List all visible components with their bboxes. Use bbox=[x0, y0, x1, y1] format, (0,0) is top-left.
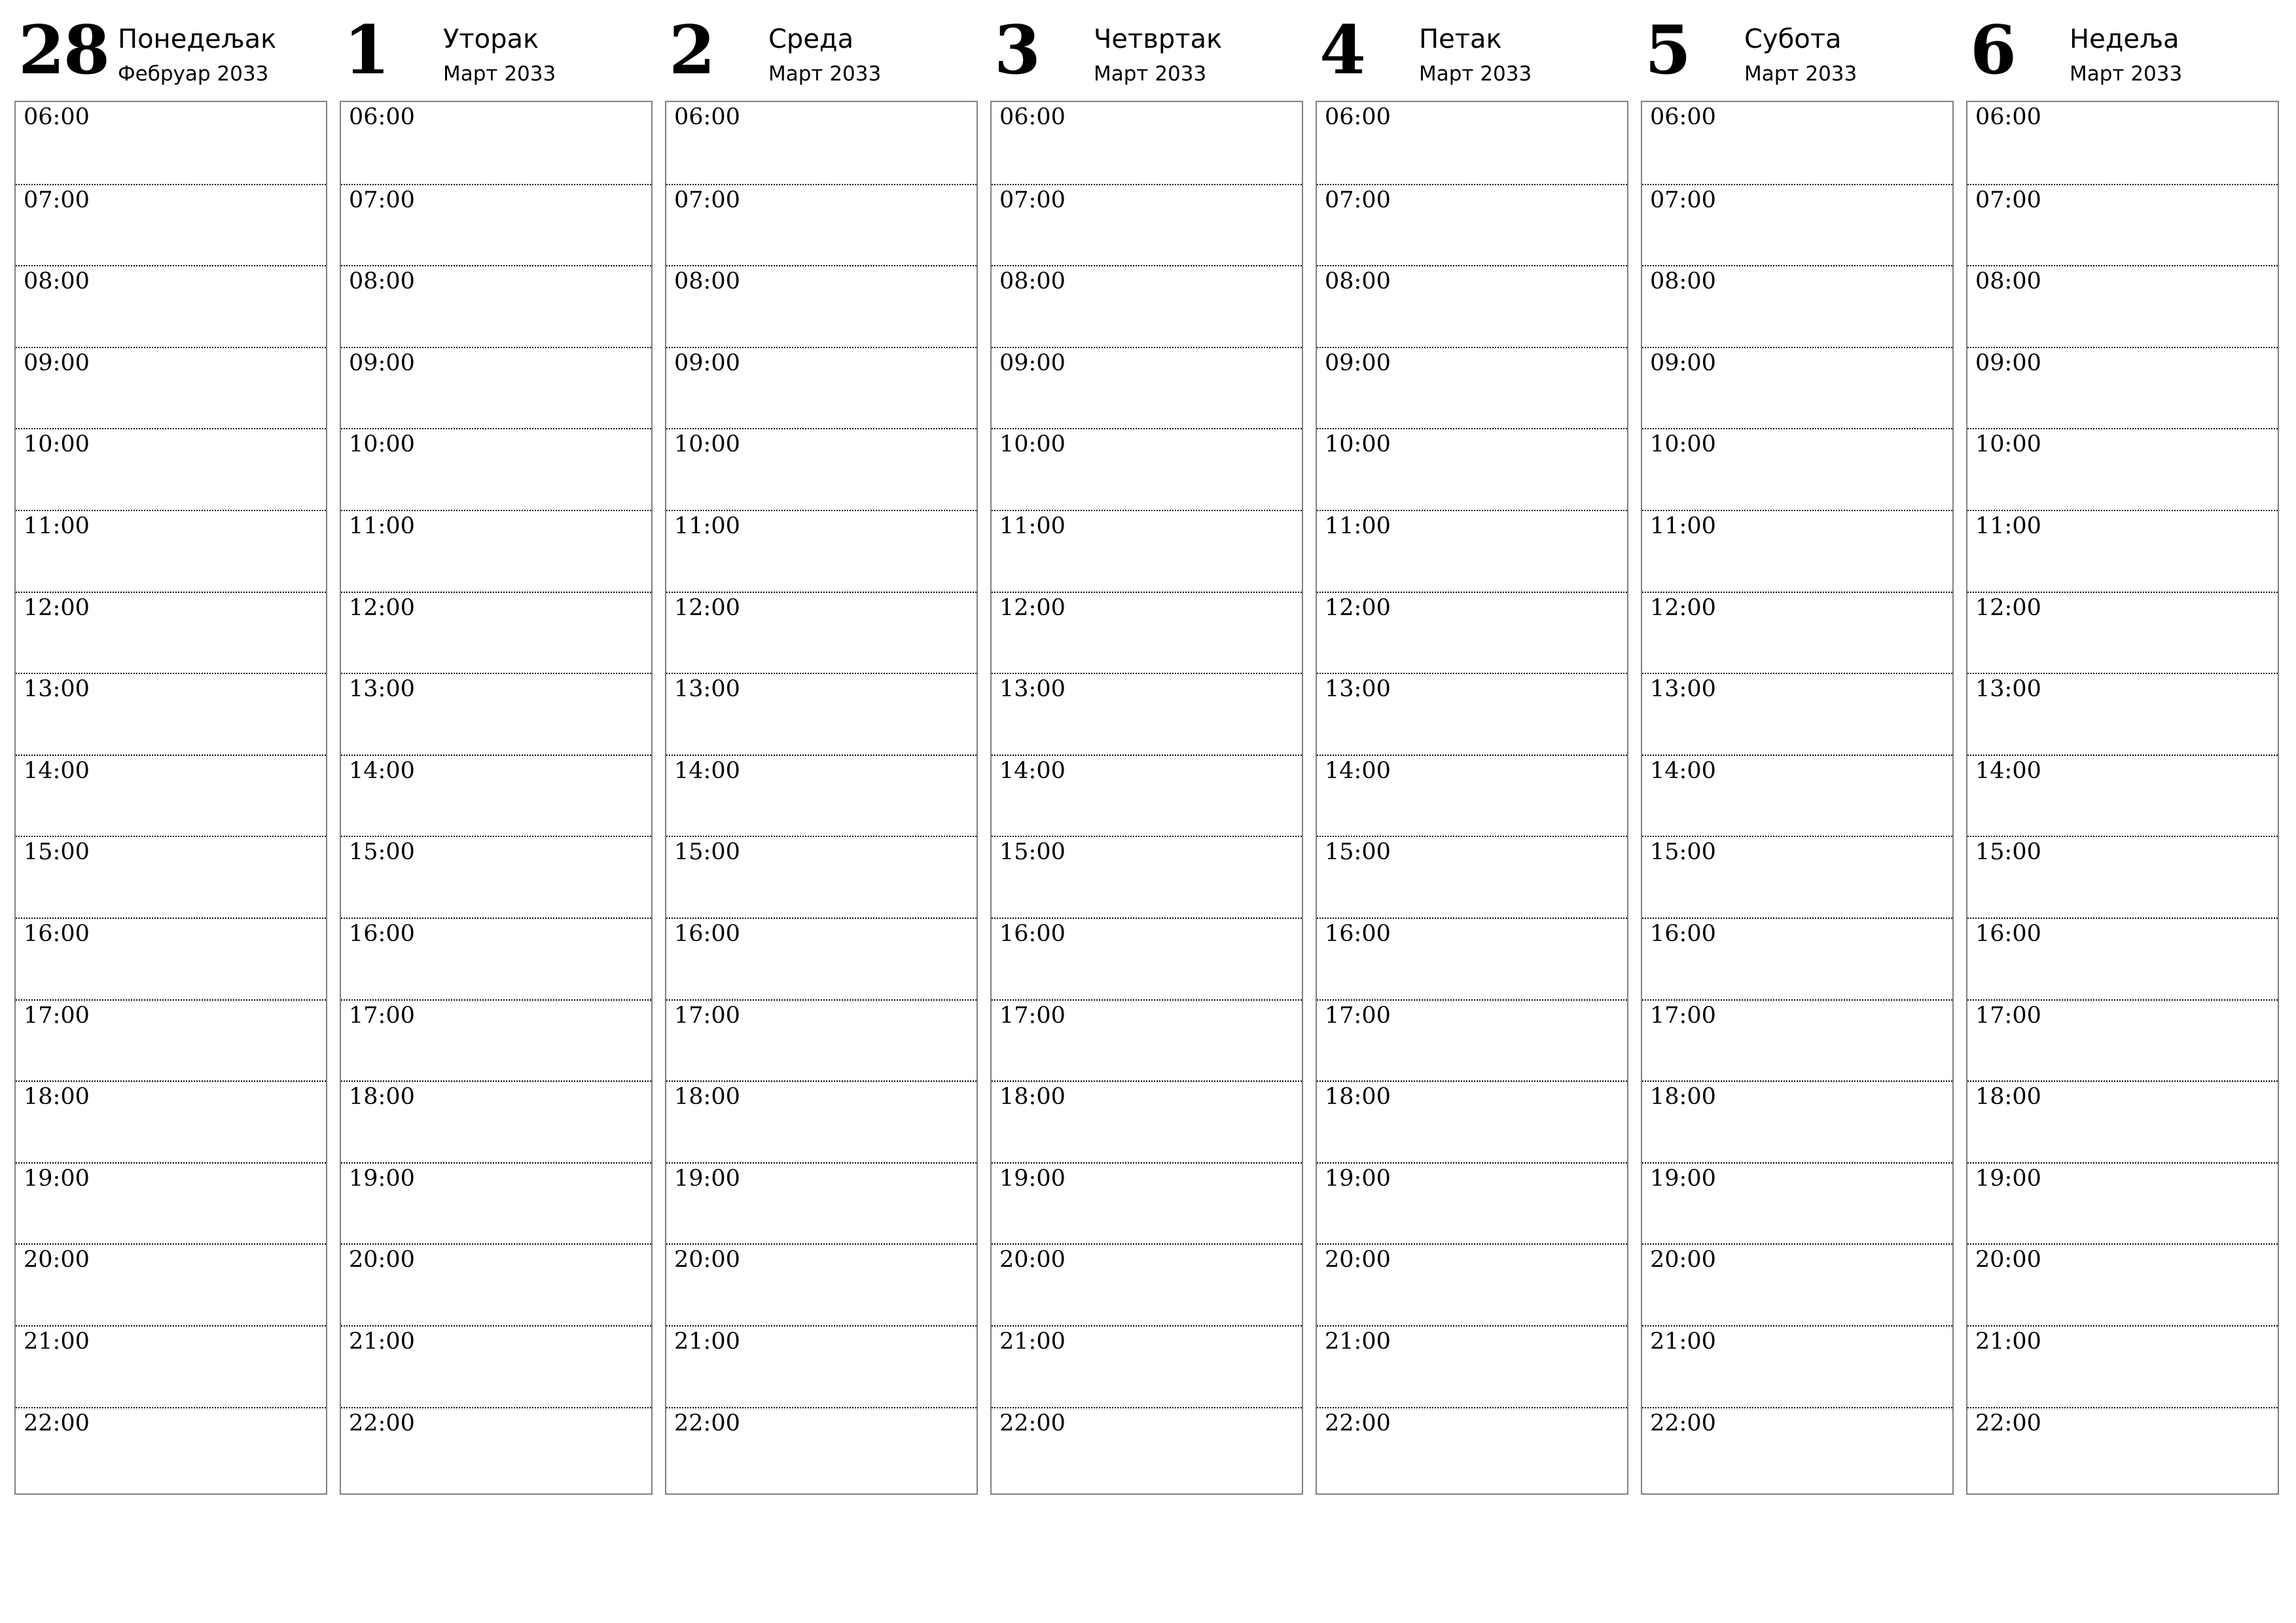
hour-slot[interactable] bbox=[341, 1325, 651, 1407]
hour-label: 21:00 bbox=[1325, 1329, 1391, 1355]
hour-label: 10:00 bbox=[24, 431, 90, 458]
hour-slot[interactable] bbox=[666, 836, 977, 918]
hour-label: 08:00 bbox=[24, 268, 90, 295]
hour-slot[interactable] bbox=[341, 673, 651, 755]
hour-slot[interactable] bbox=[341, 1407, 651, 1489]
hour-label: 20:00 bbox=[1975, 1247, 2041, 1274]
hour-label: 12:00 bbox=[674, 594, 740, 621]
hour-label: 13:00 bbox=[674, 676, 740, 703]
hour-slot[interactable] bbox=[16, 1080, 326, 1162]
month-year: Март 2033 bbox=[1744, 62, 1857, 86]
hour-label: 10:00 bbox=[1325, 431, 1391, 458]
hour-slot[interactable] bbox=[1642, 755, 1952, 836]
hour-label: 12:00 bbox=[1325, 594, 1391, 621]
hour-slot[interactable] bbox=[16, 510, 326, 592]
hour-label: 22:00 bbox=[1975, 1410, 2041, 1436]
hour-slot[interactable] bbox=[1642, 918, 1952, 999]
hour-slot[interactable] bbox=[1642, 265, 1952, 347]
hour-slot[interactable] bbox=[1642, 1243, 1952, 1325]
hour-slot[interactable] bbox=[992, 1080, 1302, 1162]
hour-label: 11:00 bbox=[1325, 513, 1391, 539]
hour-label: 12:00 bbox=[349, 594, 415, 621]
hour-label: 18:00 bbox=[674, 1084, 740, 1111]
hour-label: 14:00 bbox=[999, 757, 1066, 784]
hour-label: 22:00 bbox=[1325, 1410, 1391, 1436]
hour-label: 06:00 bbox=[1975, 104, 2041, 130]
hour-label: 16:00 bbox=[349, 921, 415, 947]
hour-label: 19:00 bbox=[24, 1165, 90, 1192]
hour-label: 18:00 bbox=[1650, 1084, 1716, 1111]
hour-slot[interactable] bbox=[16, 347, 326, 429]
hour-label: 21:00 bbox=[349, 1329, 415, 1355]
day-column bbox=[340, 0, 653, 1505]
hour-slot[interactable] bbox=[1317, 1243, 1627, 1325]
hour-slot[interactable] bbox=[666, 347, 977, 429]
hour-label: 15:00 bbox=[1975, 839, 2041, 866]
hour-slot[interactable] bbox=[16, 1162, 326, 1244]
day-header bbox=[14, 0, 327, 98]
hour-label: 16:00 bbox=[1325, 921, 1391, 947]
hour-label: 20:00 bbox=[24, 1247, 90, 1274]
hour-slot[interactable] bbox=[1967, 1407, 2278, 1489]
month-year: Март 2033 bbox=[1094, 62, 1207, 86]
hour-slot[interactable] bbox=[992, 102, 1302, 184]
hour-label: 08:00 bbox=[349, 268, 415, 295]
hour-label: 10:00 bbox=[674, 431, 740, 458]
hour-slot[interactable] bbox=[666, 1080, 977, 1162]
hour-slot[interactable] bbox=[1317, 673, 1627, 755]
hour-label: 17:00 bbox=[349, 1002, 415, 1029]
hour-slot[interactable] bbox=[666, 102, 977, 184]
hour-label: 21:00 bbox=[999, 1329, 1066, 1355]
hour-slot[interactable] bbox=[1642, 102, 1952, 184]
hour-label: 17:00 bbox=[1975, 1002, 2041, 1029]
day-schedule-box bbox=[665, 101, 978, 1495]
hour-label: 19:00 bbox=[1650, 1165, 1716, 1192]
hour-label: 08:00 bbox=[1975, 268, 2041, 295]
day-schedule-box bbox=[990, 101, 1303, 1495]
weekday-name: Среда bbox=[768, 24, 854, 54]
day-column bbox=[1641, 0, 1954, 1505]
hour-slot[interactable] bbox=[341, 102, 651, 184]
hour-label: 11:00 bbox=[24, 513, 90, 539]
hour-label: 14:00 bbox=[1650, 757, 1716, 784]
hour-slot[interactable] bbox=[341, 918, 651, 999]
hour-slot[interactable] bbox=[666, 510, 977, 592]
hour-slot[interactable] bbox=[666, 1243, 977, 1325]
hour-label: 11:00 bbox=[674, 513, 740, 539]
hour-label: 17:00 bbox=[24, 1002, 90, 1029]
hour-slot[interactable] bbox=[1642, 1407, 1952, 1489]
day-number: 1 bbox=[344, 11, 389, 90]
hour-label: 22:00 bbox=[999, 1410, 1066, 1436]
hour-slot[interactable] bbox=[16, 1243, 326, 1325]
hour-slot[interactable] bbox=[666, 592, 977, 673]
hour-slot[interactable] bbox=[1642, 1080, 1952, 1162]
hour-slot[interactable] bbox=[341, 836, 651, 918]
hour-label: 07:00 bbox=[1325, 187, 1391, 213]
hour-slot[interactable] bbox=[992, 184, 1302, 266]
hour-label: 15:00 bbox=[349, 839, 415, 866]
hour-slot[interactable] bbox=[1317, 102, 1627, 184]
hour-slot[interactable] bbox=[16, 673, 326, 755]
hour-slot[interactable] bbox=[341, 999, 651, 1081]
hour-label: 11:00 bbox=[999, 513, 1066, 539]
hour-label: 06:00 bbox=[24, 104, 90, 130]
hour-slot[interactable] bbox=[1317, 265, 1627, 347]
hour-slot[interactable] bbox=[16, 999, 326, 1081]
day-column bbox=[14, 0, 327, 1505]
hour-label: 09:00 bbox=[1650, 349, 1716, 376]
day-column bbox=[1316, 0, 1628, 1505]
hour-slot[interactable] bbox=[666, 999, 977, 1081]
hour-slot[interactable] bbox=[1967, 592, 2278, 673]
hour-slot[interactable] bbox=[1642, 999, 1952, 1081]
day-column bbox=[990, 0, 1303, 1505]
day-number: 5 bbox=[1645, 11, 1690, 90]
hour-label: 14:00 bbox=[24, 757, 90, 784]
hour-label: 22:00 bbox=[349, 1410, 415, 1436]
hour-slot[interactable] bbox=[992, 592, 1302, 673]
hour-label: 09:00 bbox=[24, 349, 90, 376]
hour-label: 11:00 bbox=[349, 513, 415, 539]
hour-slot[interactable] bbox=[1967, 918, 2278, 999]
hour-label: 18:00 bbox=[24, 1084, 90, 1111]
hour-slot[interactable] bbox=[341, 265, 651, 347]
hour-slot[interactable] bbox=[16, 428, 326, 510]
day-header bbox=[1641, 0, 1954, 98]
hour-slot[interactable] bbox=[992, 1325, 1302, 1407]
hour-label: 14:00 bbox=[349, 757, 415, 784]
hour-slot[interactable] bbox=[992, 755, 1302, 836]
hour-slot[interactable] bbox=[341, 755, 651, 836]
day-number: 28 bbox=[18, 11, 109, 90]
day-header bbox=[340, 0, 653, 98]
hour-slot[interactable] bbox=[992, 1243, 1302, 1325]
hour-label: 13:00 bbox=[24, 676, 90, 703]
hour-slot[interactable] bbox=[341, 184, 651, 266]
hour-label: 19:00 bbox=[999, 1165, 1066, 1192]
hour-label: 22:00 bbox=[674, 1410, 740, 1436]
hour-label: 16:00 bbox=[674, 921, 740, 947]
hour-slot[interactable] bbox=[1642, 184, 1952, 266]
day-column bbox=[1966, 0, 2279, 1505]
hour-slot[interactable] bbox=[666, 265, 977, 347]
hour-label: 17:00 bbox=[1325, 1002, 1391, 1029]
hour-slot[interactable] bbox=[992, 918, 1302, 999]
hour-slot[interactable] bbox=[1317, 428, 1627, 510]
month-year: Март 2033 bbox=[1419, 62, 1532, 86]
month-year: Фебруар 2033 bbox=[118, 62, 269, 86]
hour-slot[interactable] bbox=[992, 836, 1302, 918]
hour-slot[interactable] bbox=[16, 592, 326, 673]
hour-label: 16:00 bbox=[1975, 921, 2041, 947]
hour-slot[interactable] bbox=[16, 918, 326, 999]
hour-slot[interactable] bbox=[1317, 184, 1627, 266]
hour-slot[interactable] bbox=[16, 1325, 326, 1407]
hour-label: 08:00 bbox=[674, 268, 740, 295]
hour-label: 14:00 bbox=[674, 757, 740, 784]
hour-slot[interactable] bbox=[16, 836, 326, 918]
day-number: 6 bbox=[1970, 11, 2015, 90]
hour-label: 20:00 bbox=[1325, 1247, 1391, 1274]
hour-slot[interactable] bbox=[992, 1407, 1302, 1489]
hour-slot[interactable] bbox=[1317, 1407, 1627, 1489]
day-schedule-box bbox=[14, 101, 327, 1495]
hour-slot[interactable] bbox=[1317, 836, 1627, 918]
hour-label: 17:00 bbox=[999, 1002, 1066, 1029]
hour-slot[interactable] bbox=[1967, 1325, 2278, 1407]
hour-label: 15:00 bbox=[1325, 839, 1391, 866]
day-schedule-box bbox=[340, 101, 653, 1495]
hour-slot[interactable] bbox=[992, 673, 1302, 755]
hour-label: 12:00 bbox=[999, 594, 1066, 621]
hour-slot[interactable] bbox=[1317, 755, 1627, 836]
day-number: 4 bbox=[1319, 11, 1365, 90]
weekday-name: Уторак bbox=[443, 24, 539, 54]
hour-label: 08:00 bbox=[999, 268, 1066, 295]
hour-slot[interactable] bbox=[341, 428, 651, 510]
hour-slot[interactable] bbox=[666, 428, 977, 510]
hour-label: 15:00 bbox=[674, 839, 740, 866]
month-year: Март 2033 bbox=[2070, 62, 2183, 86]
hour-label: 18:00 bbox=[1975, 1084, 2041, 1111]
hour-label: 15:00 bbox=[999, 839, 1066, 866]
hour-label: 09:00 bbox=[1975, 349, 2041, 376]
hour-label: 13:00 bbox=[1325, 676, 1391, 703]
hour-slot[interactable] bbox=[1317, 510, 1627, 592]
hour-label: 18:00 bbox=[349, 1084, 415, 1111]
hour-label: 19:00 bbox=[349, 1165, 415, 1192]
hour-slot[interactable] bbox=[1967, 265, 2278, 347]
hour-label: 13:00 bbox=[1650, 676, 1716, 703]
hour-slot[interactable] bbox=[666, 755, 977, 836]
hour-label: 17:00 bbox=[674, 1002, 740, 1029]
hour-slot[interactable] bbox=[1967, 673, 2278, 755]
hour-label: 18:00 bbox=[999, 1084, 1066, 1111]
hour-slot[interactable] bbox=[666, 1162, 977, 1244]
hour-label: 16:00 bbox=[999, 921, 1066, 947]
hour-label: 18:00 bbox=[1325, 1084, 1391, 1111]
hour-label: 11:00 bbox=[1975, 513, 2041, 539]
hour-slot[interactable] bbox=[1967, 510, 2278, 592]
hour-slot[interactable] bbox=[992, 347, 1302, 429]
day-schedule-box bbox=[1966, 101, 2279, 1495]
hour-slot[interactable] bbox=[341, 510, 651, 592]
hour-slot[interactable] bbox=[1317, 1080, 1627, 1162]
hour-slot[interactable] bbox=[1642, 836, 1952, 918]
hour-label: 22:00 bbox=[24, 1410, 90, 1436]
hour-slot[interactable] bbox=[1642, 1162, 1952, 1244]
hour-slot[interactable] bbox=[992, 999, 1302, 1081]
hour-label: 08:00 bbox=[1325, 268, 1391, 295]
hour-slot[interactable] bbox=[666, 184, 977, 266]
hour-slot[interactable] bbox=[992, 1162, 1302, 1244]
hour-slot[interactable] bbox=[1967, 836, 2278, 918]
hour-label: 22:00 bbox=[1650, 1410, 1716, 1436]
day-schedule-box bbox=[1641, 101, 1954, 1495]
hour-label: 09:00 bbox=[349, 349, 415, 376]
hour-slot[interactable] bbox=[1317, 1162, 1627, 1244]
day-header bbox=[1966, 0, 2279, 98]
hour-slot[interactable] bbox=[1967, 755, 2278, 836]
hour-slot[interactable] bbox=[1967, 347, 2278, 429]
hour-slot[interactable] bbox=[1317, 347, 1627, 429]
weekday-name: Петак bbox=[1419, 24, 1502, 54]
hour-label: 16:00 bbox=[1650, 921, 1716, 947]
hour-slot[interactable] bbox=[341, 1162, 651, 1244]
hour-slot[interactable] bbox=[16, 102, 326, 184]
weekday-name: Субота bbox=[1744, 24, 1842, 54]
weekday-name: Недеља bbox=[2070, 24, 2179, 54]
hour-label: 14:00 bbox=[1325, 757, 1391, 784]
hour-label: 07:00 bbox=[24, 187, 90, 213]
day-schedule-box bbox=[1316, 101, 1628, 1495]
hour-label: 12:00 bbox=[1975, 594, 2041, 621]
hour-label: 09:00 bbox=[999, 349, 1066, 376]
hour-slot[interactable] bbox=[1967, 1162, 2278, 1244]
hour-slot[interactable] bbox=[341, 347, 651, 429]
hour-slot[interactable] bbox=[1317, 999, 1627, 1081]
hour-slot[interactable] bbox=[666, 673, 977, 755]
hour-label: 07:00 bbox=[349, 187, 415, 213]
hour-slot[interactable] bbox=[16, 755, 326, 836]
hour-label: 20:00 bbox=[674, 1247, 740, 1274]
hour-label: 15:00 bbox=[24, 839, 90, 866]
hour-label: 21:00 bbox=[24, 1329, 90, 1355]
hour-label: 13:00 bbox=[349, 676, 415, 703]
hour-slot[interactable] bbox=[992, 510, 1302, 592]
hour-slot[interactable] bbox=[16, 184, 326, 266]
hour-slot[interactable] bbox=[1642, 1325, 1952, 1407]
hour-label: 19:00 bbox=[1325, 1165, 1391, 1192]
hour-label: 06:00 bbox=[1325, 104, 1391, 130]
hour-label: 21:00 bbox=[674, 1329, 740, 1355]
weekday-name: Четвртак bbox=[1094, 24, 1223, 54]
hour-label: 10:00 bbox=[1975, 431, 2041, 458]
hour-label: 16:00 bbox=[24, 921, 90, 947]
hour-slot[interactable] bbox=[1967, 428, 2278, 510]
hour-label: 06:00 bbox=[1650, 104, 1716, 130]
weekday-name: Понедељак bbox=[118, 24, 277, 54]
hour-slot[interactable] bbox=[992, 265, 1302, 347]
hour-slot[interactable] bbox=[16, 1407, 326, 1489]
hour-label: 20:00 bbox=[349, 1247, 415, 1274]
hour-label: 12:00 bbox=[24, 594, 90, 621]
hour-slot[interactable] bbox=[341, 592, 651, 673]
hour-label: 20:00 bbox=[1650, 1247, 1716, 1274]
hour-slot[interactable] bbox=[1967, 102, 2278, 184]
day-header bbox=[1316, 0, 1628, 98]
hour-label: 08:00 bbox=[1650, 268, 1716, 295]
day-number: 2 bbox=[669, 11, 714, 90]
day-header bbox=[990, 0, 1303, 98]
hour-slot[interactable] bbox=[1642, 673, 1952, 755]
hour-label: 10:00 bbox=[999, 431, 1066, 458]
hour-slot[interactable] bbox=[1642, 428, 1952, 510]
hour-label: 07:00 bbox=[1650, 187, 1716, 213]
hour-slot[interactable] bbox=[1642, 347, 1952, 429]
hour-slot[interactable] bbox=[1967, 184, 2278, 266]
hour-label: 06:00 bbox=[999, 104, 1066, 130]
hour-label: 14:00 bbox=[1975, 757, 2041, 784]
hour-label: 17:00 bbox=[1650, 1002, 1716, 1029]
month-year: Март 2033 bbox=[443, 62, 556, 86]
day-number: 3 bbox=[994, 11, 1039, 90]
hour-label: 19:00 bbox=[674, 1165, 740, 1192]
hour-label: 21:00 bbox=[1975, 1329, 2041, 1355]
hour-label: 07:00 bbox=[1975, 187, 2041, 213]
hour-slot[interactable] bbox=[666, 918, 977, 999]
hour-label: 06:00 bbox=[674, 104, 740, 130]
hour-label: 19:00 bbox=[1975, 1165, 2041, 1192]
hour-label: 10:00 bbox=[1650, 431, 1716, 458]
hour-slot[interactable] bbox=[1967, 1243, 2278, 1325]
hour-slot[interactable] bbox=[1967, 999, 2278, 1081]
hour-label: 09:00 bbox=[1325, 349, 1391, 376]
weekly-planner bbox=[14, 0, 2283, 1505]
hour-label: 13:00 bbox=[999, 676, 1066, 703]
hour-slot[interactable] bbox=[666, 1325, 977, 1407]
day-header bbox=[665, 0, 978, 98]
hour-label: 20:00 bbox=[999, 1247, 1066, 1274]
hour-slot[interactable] bbox=[666, 1407, 977, 1489]
hour-label: 09:00 bbox=[674, 349, 740, 376]
hour-label: 11:00 bbox=[1650, 513, 1716, 539]
hour-slot[interactable] bbox=[1317, 592, 1627, 673]
hour-slot[interactable] bbox=[1967, 1080, 2278, 1162]
hour-label: 07:00 bbox=[674, 187, 740, 213]
hour-slot[interactable] bbox=[341, 1243, 651, 1325]
hour-label: 21:00 bbox=[1650, 1329, 1716, 1355]
hour-label: 12:00 bbox=[1650, 594, 1716, 621]
hour-slot[interactable] bbox=[341, 1080, 651, 1162]
hour-slot[interactable] bbox=[1317, 1325, 1627, 1407]
month-year: Март 2033 bbox=[768, 62, 882, 86]
hour-slot[interactable] bbox=[16, 265, 326, 347]
hour-slot[interactable] bbox=[1317, 918, 1627, 999]
hour-slot[interactable] bbox=[1642, 592, 1952, 673]
hour-label: 07:00 bbox=[999, 187, 1066, 213]
hour-label: 15:00 bbox=[1650, 839, 1716, 866]
hour-label: 06:00 bbox=[349, 104, 415, 130]
hour-slot[interactable] bbox=[1642, 510, 1952, 592]
hour-label: 10:00 bbox=[349, 431, 415, 458]
day-column bbox=[665, 0, 978, 1505]
hour-slot[interactable] bbox=[992, 428, 1302, 510]
hour-label: 13:00 bbox=[1975, 676, 2041, 703]
